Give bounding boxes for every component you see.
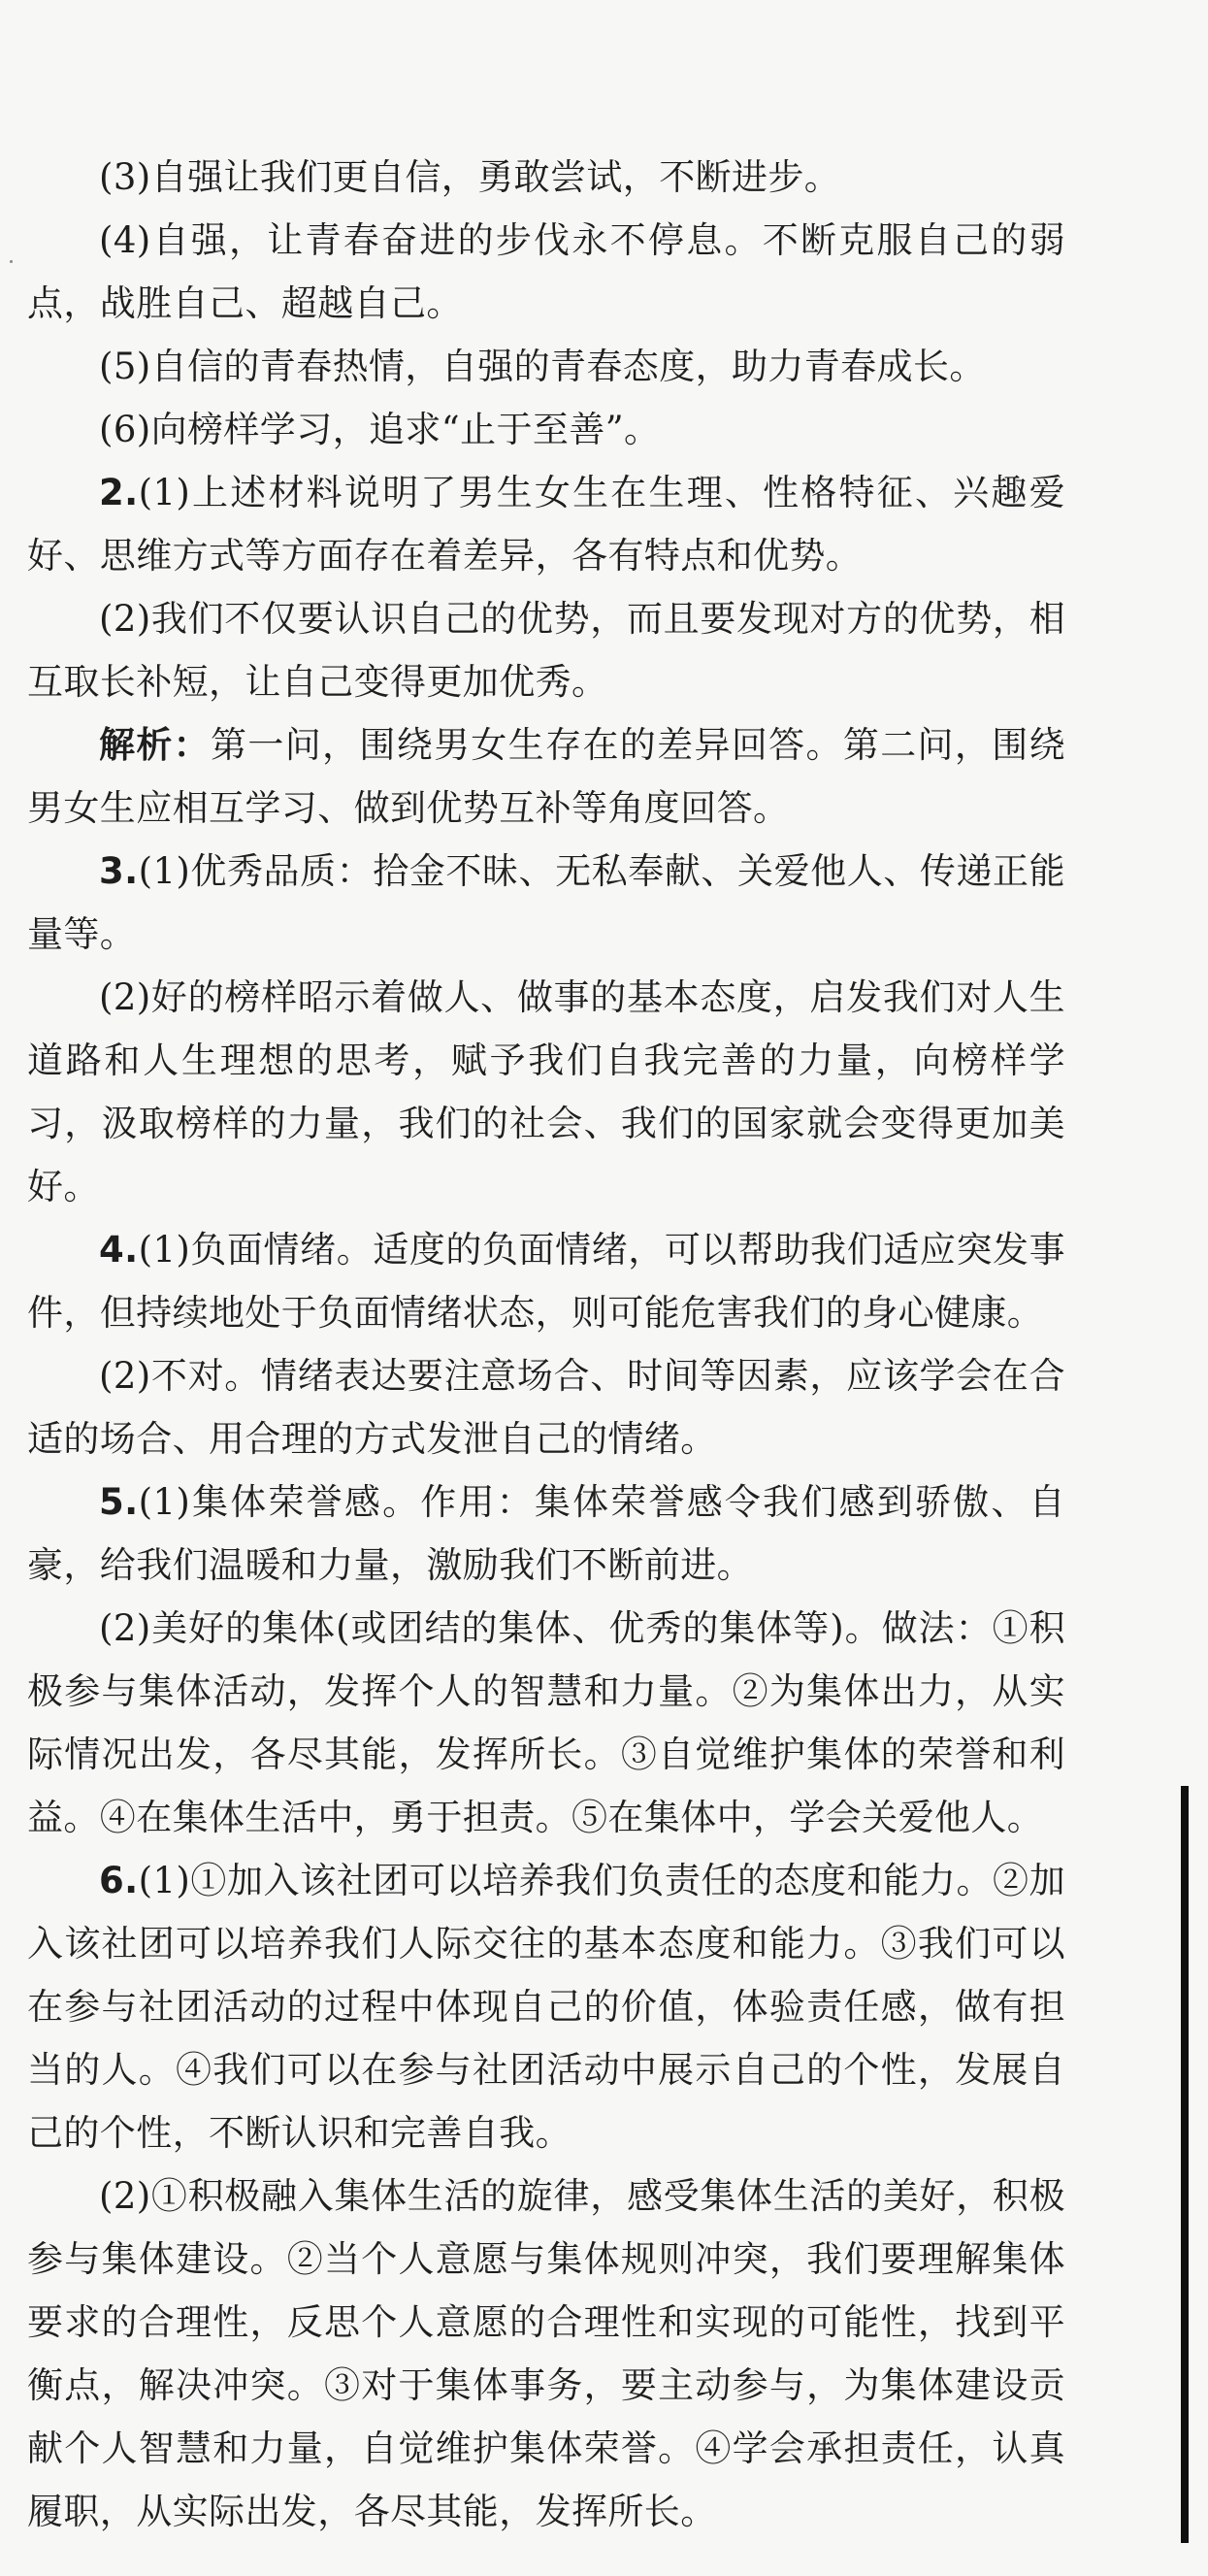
paragraph-text: (1)负面情绪。适度的负面情绪，可以帮助我们适应突发事件，但持续地处于负面情绪状态，则可能危害我们的身心健康。 xyxy=(27,1229,1065,1334)
paragraph xyxy=(27,461,1065,587)
paragraph xyxy=(27,1597,1065,1849)
paragraph xyxy=(27,146,1065,209)
paragraph xyxy=(27,966,1065,1218)
question-number: 6. xyxy=(99,1860,139,1901)
question-number: 4. xyxy=(99,1229,139,1271)
paragraph-text: (2)①积极融入集体生活的旋律，感受集体生活的美好，积极参与集体建设。②当个人意愿与集体规则冲突，我们要理解集体要求的合理性，反思个人意愿的合理性和实现的可能性，找到平衡点，解决冲突。③对于集体事务，要主动参与，为集体建设贡献个人智慧和力量，自觉维护集体荣誉。④学会承担责任，认真履职，从实际出发，各尽其能，发挥所长。 xyxy=(27,2175,1065,2532)
paragraph xyxy=(27,587,1065,713)
paragraph-text: (1)优秀品质：拾金不昧、无私奉献、关爱他人、传递正能量等。 xyxy=(27,850,1065,955)
paragraph-text: 第一问，围绕男女生存在的差异回答。第二问，围绕男女生应相互学习、做到优势互补等角度回答。 xyxy=(27,724,1065,829)
paragraph-text: (6)向榜样学习，追求“止于至善”。 xyxy=(99,409,661,450)
analysis-label: 解析： xyxy=(99,724,212,766)
paragraph xyxy=(27,840,1065,966)
paragraph-text: (2)我们不仅要认识自己的优势，而且要发现对方的优势，相互取长补短，让自己变得更加优秀。 xyxy=(27,598,1065,703)
scan-edge-line xyxy=(1181,1786,1189,2543)
paragraph xyxy=(27,1218,1065,1344)
paragraph xyxy=(27,2164,1065,2543)
scan-speck xyxy=(10,260,13,263)
analysis-paragraph xyxy=(27,713,1065,840)
paragraph-text: (2)不对。情绪表达要注意场合、时间等因素，应该学会在合适的场合、用合理的方式发泄自己的情绪。 xyxy=(27,1355,1065,1460)
question-number: 5. xyxy=(99,1481,139,1523)
paragraph-text: (5)自信的青春热情，自强的青春态度，助力青春成长。 xyxy=(99,346,986,387)
paragraph xyxy=(27,398,1065,461)
paragraph-text: (1)①加入该社团可以培养我们负责任的态度和能力。②加入该社团可以培养我们人际交往的基本态度和能力。③我们可以在参与社团活动的过程中体现自己的价值，体验责任感，做有担当的人。④我们可以在参与社团活动中展示自己的个性，发展自己的个性，不断认识和完善自我。 xyxy=(27,1860,1065,2154)
paragraph-text: (4)自强，让青春奋进的步伐永不停息。不断克服自己的弱点，战胜自己、超越自己。 xyxy=(27,219,1065,324)
paragraph xyxy=(27,1849,1065,2164)
paragraph-text: (2)好的榜样昭示着做人、做事的基本态度，启发我们对人生道路和人生理想的思考，赋予我们自我完善的力量，向榜样学习，汲取榜样的力量，我们的社会、我们的国家就会变得更加美好。 xyxy=(27,976,1065,1207)
question-number: 3. xyxy=(99,850,139,892)
paragraph-text: (2)美好的集体(或团结的集体、优秀的集体等)。做法：①积极参与集体活动，发挥个人的智慧和力量。②为集体出力，从实际情况出发，各尽其能，发挥所长。③自觉维护集体的荣誉和利益。④在集体生活中，勇于担责。⑤在集体中，学会关爱他人。 xyxy=(27,1607,1065,1838)
answer-content xyxy=(27,146,1065,2543)
paragraph xyxy=(27,335,1065,398)
paragraph xyxy=(27,1344,1065,1470)
paragraph-text: (3)自强让我们更自信，勇敢尝试，不断进步。 xyxy=(99,156,841,198)
paragraph xyxy=(27,209,1065,335)
paragraph-text: (1)集体荣誉感。作用：集体荣誉感令我们感到骄傲、自豪，给我们温暖和力量，激励我们不断前进。 xyxy=(27,1481,1065,1586)
question-number: 2. xyxy=(99,472,139,513)
paragraph xyxy=(27,1470,1065,1597)
paragraph-text: (1)上述材料说明了男生女生在生理、性格特征、兴趣爱好、思维方式等方面存在着差异，各有特点和优势。 xyxy=(27,472,1065,577)
